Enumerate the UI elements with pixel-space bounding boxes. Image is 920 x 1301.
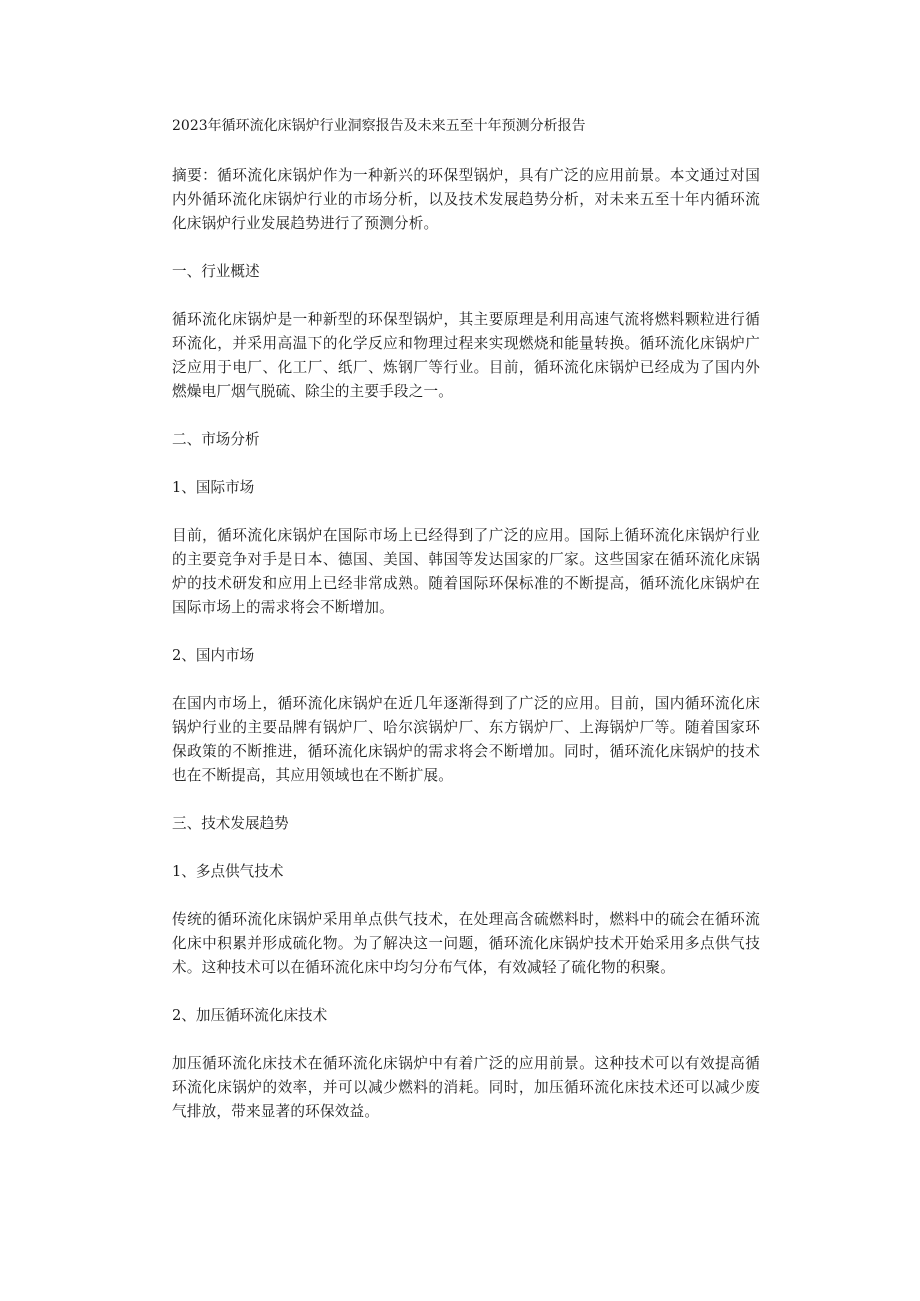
subsection-heading-multipoint: 1、多点供气技术 bbox=[172, 863, 284, 880]
document-title: 2023年循环流化床锅炉行业洞察报告及未来五至十年预测分析报告 bbox=[172, 118, 586, 134]
abstract-paragraph: 摘要：循环流化床锅炉作为一种新兴的环保型锅炉，具有广泛的应用前景。本文通过对国内外循环流化床锅炉行业的市场分析，以及技术发展趋势分析，对未来五至十年内循环流化床锅炉行业发展趋势进行了预测分析。 bbox=[172, 167, 760, 232]
domestic-market-paragraph: 在国内市场上，循环流化床锅炉在近几年逐渐得到了广泛的应用。目前，国内循环流化床锅炉行业的主要品牌有锅炉厂、哈尔滨锅炉厂、东方锅炉厂、上海锅炉厂等。随着国家环保政策的不断推进，循环流化床锅炉的需求将会不断增加。同时，循环流化床锅炉的技术也在不断提高，其应用领域也在不断扩展。 bbox=[172, 695, 760, 784]
section-heading-overview: 一、行业概述 bbox=[172, 263, 260, 280]
document-page bbox=[172, 116, 760, 1148]
international-market-paragraph: 目前，循环流化床锅炉在国际市场上已经得到了广泛的应用。国际上循环流化床锅炉行业的主要竞争对手是日本、德国、美国、韩国等发达国家的厂家。这些国家在循环流化床锅炉的技术研发和应用上已经非常成熟。随着国际环保标准的不断提高，循环流化床锅炉在国际市场上的需求将会不断增加。 bbox=[172, 527, 760, 616]
subsection-heading-pressurized: 2、加压循环流化床技术 bbox=[172, 1007, 328, 1024]
multipoint-gas-paragraph: 传统的循环流化床锅炉采用单点供气技术，在处理高含硫燃料时，燃料中的硫会在循环流化床中积累并形成硫化物。为了解决这一问题，循环流化床锅炉技术开始采用多点供气技术。这种技术可以在循环流化床中均匀分布气体，有效减轻了硫化物的积聚。 bbox=[172, 911, 760, 976]
section-heading-market: 二、市场分析 bbox=[172, 431, 260, 448]
pressurized-cfb-paragraph: 加压循环流化床技术在循环流化床锅炉中有着广泛的应用前景。这种技术可以有效提高循环流化床锅炉的效率，并可以减少燃料的消耗。同时，加压循环流化床技术还可以减少废气排放，带来显著的环保效益。 bbox=[172, 1055, 760, 1120]
section-heading-technology: 三、技术发展趋势 bbox=[172, 815, 289, 832]
overview-paragraph: 循环流化床锅炉是一种新型的环保型锅炉，其主要原理是利用高速气流将燃料颗粒进行循环流化，并采用高温下的化学反应和物理过程来实现燃烧和能量转换。循环流化床锅炉广泛应用于电厂、化工厂、纸厂、炼钢厂等行业。目前，循环流化床锅炉已经成为了国内外燃燥电厂烟气脱硫、除尘的主要手段之一。 bbox=[172, 311, 760, 400]
subsection-heading-domestic: 2、国内市场 bbox=[172, 647, 255, 664]
subsection-heading-international: 1、国际市场 bbox=[172, 479, 255, 496]
